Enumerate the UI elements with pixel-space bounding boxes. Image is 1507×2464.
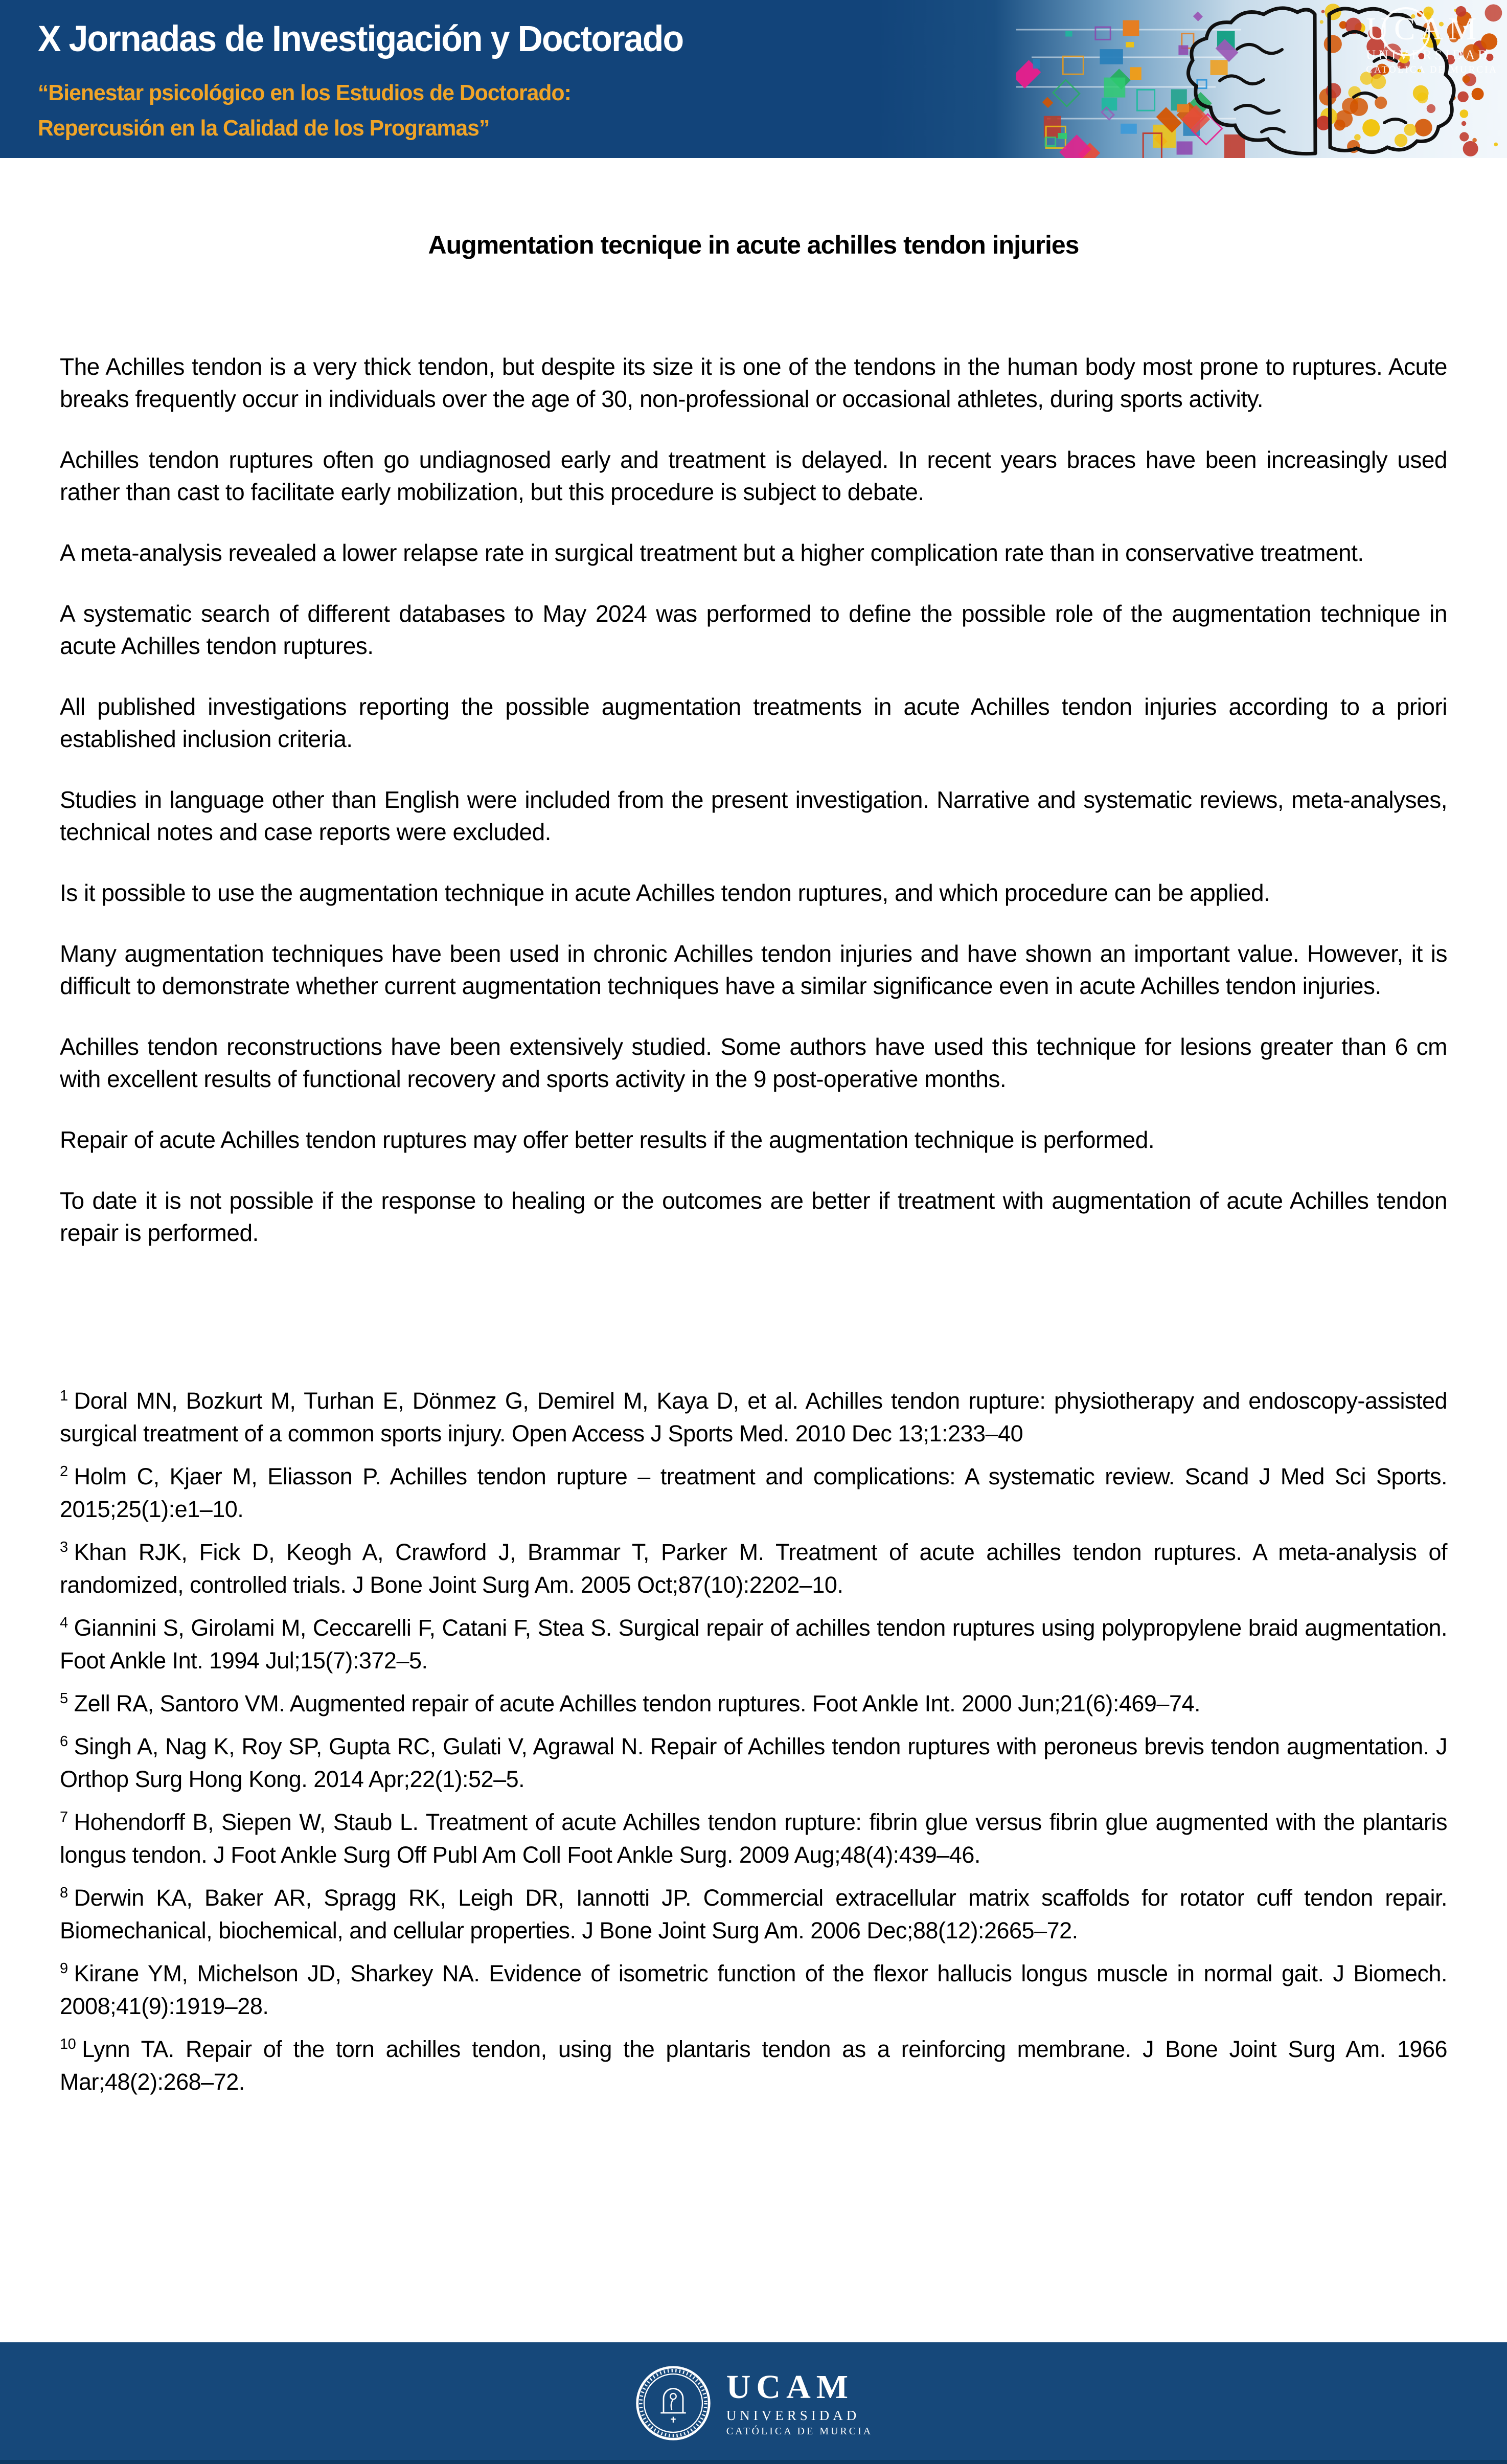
reference-item (60, 1460, 1447, 1526)
paragraph: A meta-analysis revealed a lower relapse rate in surgical treatment but a higher complication rate than in conservative treatment. (60, 539, 1364, 566)
reference-number: 9 (60, 1960, 68, 1977)
page-title: Augmentation tecnique in acute achilles tendon injuries (428, 231, 1079, 259)
reference-item (60, 1882, 1447, 1947)
banner-subtitle-line2: Repercusión en la Calidad de los Programas” (38, 116, 490, 141)
paragraph: Is it possible to use the augmentation technique in acute Achilles tendon ruptures, and which procedure can be applied. (60, 879, 1270, 906)
document-body (0, 158, 1507, 2109)
reference-text: Derwin KA, Baker AR, Spragg RK, Leigh DR, Iannotti JP. Commercial extracellular matrix scaffolds for rotator cuff tendon repair. Biomechanical, biochemical, and cellular properties. J Bone Joint Surg Am. 2006 Dec;88(12):2665–72. (60, 1885, 1447, 1943)
reference-item (60, 1536, 1447, 1601)
ucam-logo (634, 2364, 873, 2442)
reference-item (60, 1957, 1447, 2023)
reference-item (60, 1806, 1447, 1871)
ucam-seal-icon (634, 2364, 712, 2442)
reference-number: 8 (60, 1885, 68, 1901)
paragraph: Repair of acute Achilles tendon ruptures may offer better results if the augmentation technique is performed. (60, 1126, 1155, 1153)
footer-ucam-acronym: UCAM (726, 2368, 854, 2406)
reference-number: 7 (60, 1809, 68, 1825)
banner (0, 0, 1507, 158)
reference-number: 1 (60, 1388, 68, 1404)
ucam-watermark (1366, 13, 1498, 75)
reference-text: Lynn TA. Repair of the torn achilles tendon, using the plantaris tendon as a reinforcing membrane. J Bone Joint Surg Am. 1966 Mar;48(2):268–72. (60, 2036, 1447, 2095)
paragraph: Achilles tendon ruptures often go undiagnosed early and treatment is delayed. In recent years braces have been increasingly used rather than cast to facilitate early mobilization, but this procedure is subject to debate. (60, 446, 1447, 505)
reference-number: 4 (60, 1615, 68, 1631)
reference-text: Holm C, Kjaer M, Eliasson P. Achilles tendon rupture – treatment and complications: A systematic review. Scand J Med Sci Sports. 2015;25(1):e1–10. (60, 1463, 1447, 1522)
reference-number: 3 (60, 1539, 68, 1555)
banner-text (38, 0, 1050, 146)
ucam-watermark-universidad: UNIVERSIDAD (1366, 48, 1491, 62)
reference-text: Hohendorff B, Siepen W, Staub L. Treatment of acute Achilles tendon rupture: fibrin glue versus fibrin glue augmented with the plantaris longus tendon. J Foot Ankle Surg Off Publ Am Coll Foot Ankle Surg. 2009 Aug;48(4):439–46. (60, 1809, 1447, 1868)
banner-subtitle (38, 75, 1020, 146)
reference-text: Doral MN, Bozkurt M, Turhan E, Dönmez G, Demirel M, Kaya D, et al. Achilles tendon rupture: physiotherapy and endoscopy-assisted surgical treatment of a common sports injury. Open Access J Sports Med. 2010 Dec 13;1:233–40 (60, 1388, 1447, 1446)
reference-item (60, 1687, 1447, 1720)
banner-subtitle-line1: “Bienestar psicológico en los Estudios de Doctorado: (38, 80, 571, 105)
reference-number: 5 (60, 1690, 68, 1707)
ucam-watermark-catolica: CATÓLICA DE MURCIA (1366, 64, 1498, 75)
reference-number: 6 (60, 1733, 68, 1750)
reference-text: Giannini S, Girolami M, Ceccarelli F, Catani F, Stea S. Surgical repair of achilles tendon ruptures using polypropylene braid augmentation. Foot Ankle Int. 1994 Jul;15(7):372–5. (60, 1615, 1447, 1674)
paragraph: The Achilles tendon is a very thick tendon, but despite its size it is one of the tendons in the human body most prone to ruptures. Acute breaks frequently occur in individuals over the age of 30, non-professional or occasional athletes, during sports activity. (60, 353, 1447, 412)
reference-text: Singh A, Nag K, Roy SP, Gupta RC, Gulati V, Agrawal N. Repair of Achilles tendon ruptures with peroneus brevis tendon augmentation. J Orthop Surg Hong Kong. 2014 Apr;22(1):52–5. (60, 1733, 1447, 1792)
reference-text: Kirane YM, Michelson JD, Sharkey NA. Evidence of isometric function of the flexor hallucis longus muscle in normal gait. J Biomech. 2008;41(9):1919–28. (60, 1960, 1447, 2019)
reference-item (60, 1730, 1447, 1796)
reference-text: Zell RA, Santoro VM. Augmented repair of acute Achilles tendon ruptures. Foot Ankle Int. 2000 Jun;21(6):469–74. (74, 1690, 1200, 1716)
reference-number: 10 (60, 2036, 76, 2052)
paragraph: Achilles tendon reconstructions have been extensively studied. Some authors have used this technique for lesions greater than 6 cm with excellent results of functional recovery and sports activity in the 9 post-operative months. (60, 1033, 1447, 1092)
paragraph: Studies in language other than English were included from the present investigation. Narrative and systematic reviews, meta-analyses, technical notes and case reports were excluded. (60, 786, 1447, 845)
banner-title: X Jornadas de Investigación y Doctorado (38, 19, 683, 59)
references (60, 1385, 1447, 2098)
footer-catolica: CATÓLICA DE MURCIA (726, 2425, 873, 2437)
reference-number: 2 (60, 1463, 68, 1480)
reference-item (60, 1385, 1447, 1450)
paragraph: All published investigations reporting the possible augmentation treatments in acute Achilles tendon injuries according to a priori established inclusion criteria. (60, 693, 1447, 752)
reference-text: Khan RJK, Fick D, Keogh A, Crawford J, Brammar T, Parker M. Treatment of acute achilles tendon ruptures. A meta-analysis of randomized, controlled trials. J Bone Joint Surg Am. 2005 Oct;87(10):2202–10. (60, 1539, 1447, 1598)
ucam-watermark-acronym: UCAM (1366, 12, 1482, 47)
paragraph: A systematic search of different databases to May 2024 was performed to define the possible role of the augmentation technique in acute Achilles tendon ruptures. (60, 600, 1447, 659)
footer (0, 2342, 1507, 2464)
reference-item (60, 1612, 1447, 1677)
paragraph: Many augmentation techniques have been used in chronic Achilles tendon injuries and have shown an important value. However, it is difficult to demonstrate whether current augmentation techniques have a similar significance even in acute Achilles tendon injuries. (60, 940, 1447, 999)
paragraphs (60, 351, 1447, 1249)
reference-item (60, 2033, 1447, 2098)
paragraph: To date it is not possible if the response to healing or the outcomes are better if treatment with augmentation of acute Achilles tendon repair is performed. (60, 1187, 1447, 1246)
ucam-logo-text (726, 2370, 873, 2436)
footer-universidad: UNIVERSIDAD (726, 2407, 860, 2423)
